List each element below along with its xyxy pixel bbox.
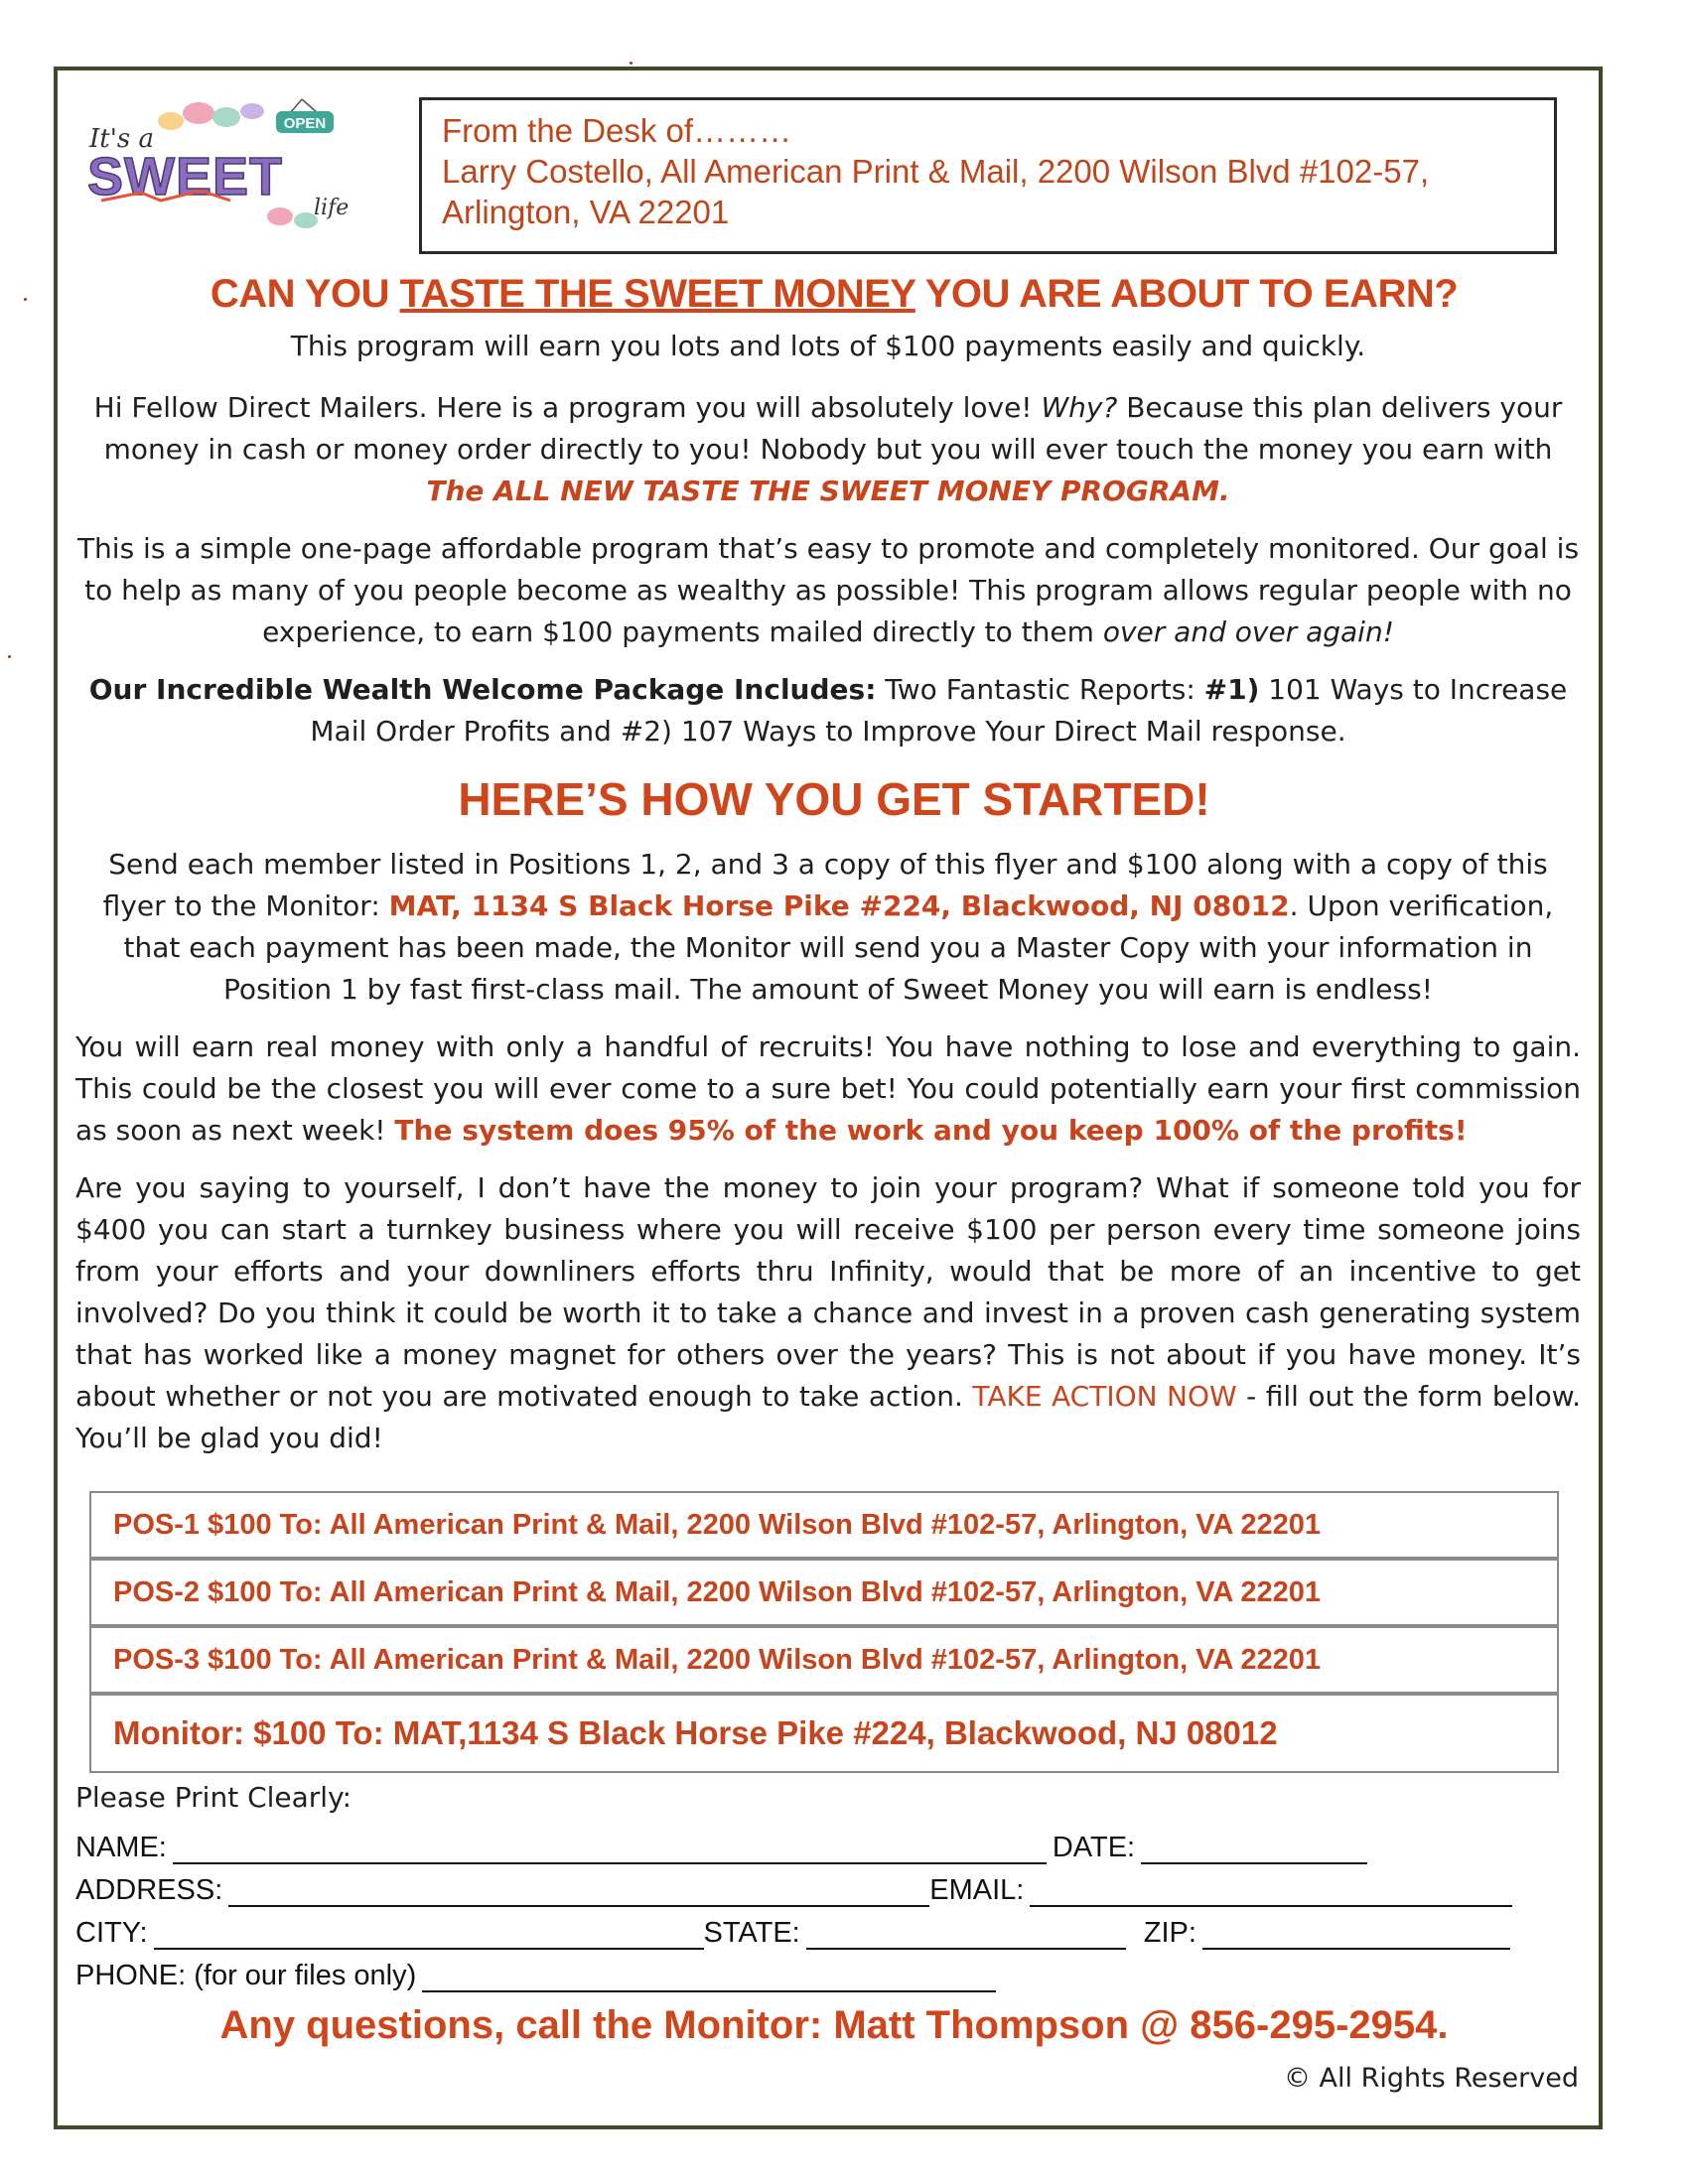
- open-sign-text: OPEN: [283, 115, 327, 132]
- name-field[interactable]: [173, 1833, 1047, 1864]
- welcome-package-text: Two Fantastic Reports:: [876, 673, 1204, 706]
- intro-p2-italic: over and over again!: [1102, 615, 1394, 648]
- intro-paragraph-1: [75, 387, 1581, 512]
- logo-its-a: It's a: [89, 124, 154, 154]
- headline-post: YOU ARE ABOUT TO EARN?: [914, 272, 1459, 316]
- print-speck: [8, 655, 11, 658]
- main-headline: [60, 272, 1609, 317]
- state-label: STATE:: [703, 1917, 800, 1949]
- take-action-now: TAKE ACTION NOW: [972, 1380, 1237, 1413]
- motivation-paragraph: [75, 1167, 1581, 1459]
- instructions-text-b: . Upon verification, that each payment has been made, the Monitor will send you a Master Copy with your information in Position 1 by fast first-class mail. The amount of Sweet Money you will earn is endless!: [123, 889, 1554, 1006]
- earn-text: You will earn real money with only a handful of recruits! You have nothing to lose and everything to gain. This could be the closest you will ever come to a sure bet! You could potentially earn your first commission as soon as next week!: [75, 1030, 1581, 1147]
- from-the-desk-box: [419, 97, 1557, 254]
- position-1-box: POS-1 $100 To: All American Print & Mail, 2200 Wilson Blvd #102-57, Arlington, VA 22201: [89, 1491, 1559, 1559]
- name-label: NAME:: [75, 1832, 167, 1863]
- print-clearly-label: Please Print Clearly:: [75, 1781, 352, 1814]
- questions-line: Any questions, call the Monitor: Matt Thompson @ 856-295-2954.: [219, 2003, 1449, 2047]
- print-speck: [630, 62, 633, 65]
- email-field[interactable]: [1030, 1875, 1512, 1907]
- form-row-phone: [75, 1960, 1002, 1992]
- intro-paragraph-2: [75, 528, 1581, 653]
- get-started-heading: HERE’S HOW YOU GET STARTED!: [458, 773, 1210, 825]
- phone-field[interactable]: [422, 1961, 996, 1992]
- email-label: EMAIL:: [929, 1874, 1025, 1906]
- form-row-name: [75, 1832, 1373, 1864]
- logo-sweet: SWEET: [87, 147, 284, 206]
- headline-underlined: TASTE THE SWEET MONEY: [399, 272, 915, 316]
- instructions-text: Send each member listed in Positions 1, 2, and 3 a copy of this flyer and $100 along with a copy of this flyer to the Monitor:: [102, 848, 1548, 922]
- address-label: ADDRESS:: [75, 1874, 223, 1906]
- instructions-paragraph: [75, 844, 1581, 1011]
- zip-field[interactable]: [1202, 1918, 1510, 1950]
- motivation-text: Are you saying to yourself, I don’t have the money to join your program? What if someone told you for $400 you can start a turnkey business where you will receive $100 per person every time someone joins from your efforts and your downliners efforts thru Infinity, would that be more of an incentive to get involved? Do you think it could be worth it to take a chance and invest in a proven cash generating system that has worked like a money magnet for others over the years? This is not about if you have money. It’s about whether or not you are motivated enough to take action.: [75, 1171, 1581, 1413]
- intro-p1-text-b: Because this plan delivers your money in cash or money order directly to you! Nobody but you will ever touch the money you earn with: [103, 391, 1563, 466]
- zip-label: ZIP:: [1143, 1917, 1196, 1949]
- date-label: DATE:: [1052, 1832, 1136, 1863]
- all-rights-reserved: © All Rights Reserved: [1283, 2063, 1579, 2094]
- earn-paragraph: [75, 1026, 1581, 1152]
- desk-line-3: Arlington, VA 22201: [442, 194, 730, 230]
- tagline: This program will earn you lots and lots of $100 payments easily and quickly.: [290, 330, 1366, 362]
- phone-label: PHONE: (for our files only): [75, 1960, 417, 1991]
- intro-p1-text: Hi Fellow Direct Mailers. Here is a program you will absolutely love!: [93, 391, 1042, 424]
- intro-p2-text: This is a simple one-page affordable program that’s easy to promote and completely monitored. Our goal is to help as many of you people become as wealthy as possible! This program allows regular people with no experience, to earn $100 payments mailed directly to them: [76, 532, 1580, 648]
- logo-life: life: [314, 196, 350, 220]
- monitor-box: Monitor: $100 To: MAT,1134 S Black Horse Pike #224, Blackwood, NJ 08012: [89, 1694, 1559, 1773]
- report-1-number: #1): [1203, 673, 1260, 706]
- headline-pre: CAN YOU: [210, 272, 400, 316]
- welcome-package-paragraph: [75, 669, 1581, 752]
- city-field[interactable]: [154, 1918, 704, 1950]
- city-label: CITY:: [75, 1917, 148, 1949]
- form-row-address: [75, 1874, 1518, 1907]
- form-row-city: [75, 1917, 1516, 1950]
- position-3-box: POS-3 $100 To: All American Print & Mail, 2200 Wilson Blvd #102-57, Arlington, VA 22201: [89, 1626, 1559, 1694]
- intro-p1-why: Why?: [1041, 391, 1118, 424]
- open-sign-icon: [276, 99, 334, 133]
- welcome-package-text-b: 101 Ways to Increase Mail Order Profits and #2) 107 Ways to Improve Your Direct Mail response.: [310, 673, 1568, 748]
- monitor-address: MAT, 1134 S Black Horse Pike #224, Blackwood, NJ 08012: [388, 889, 1290, 922]
- desk-line-2: Larry Costello, All American Print & Mail, 2200 Wilson Blvd #102-57,: [442, 153, 1430, 190]
- print-speck: [24, 298, 27, 301]
- welcome-package-label: Our Incredible Wealth Welcome Package Includes:: [88, 673, 877, 706]
- program-name: The ALL NEW TASTE THE SWEET MONEY PROGRAM.: [426, 475, 1230, 507]
- earn-highlight: The system does 95% of the work and you keep 100% of the profits!: [394, 1114, 1468, 1147]
- date-field[interactable]: [1141, 1833, 1367, 1864]
- address-field[interactable]: [228, 1875, 929, 1907]
- sweet-life-logo: [81, 97, 379, 236]
- state-field[interactable]: [806, 1918, 1126, 1950]
- motivation-text-b: - fill out the form below. You’ll be glad you did!: [75, 1380, 1582, 1454]
- position-2-box: POS-2 $100 To: All American Print & Mail, 2200 Wilson Blvd #102-57, Arlington, VA 22201: [89, 1559, 1559, 1626]
- desk-line-1: From the Desk of………: [442, 112, 792, 149]
